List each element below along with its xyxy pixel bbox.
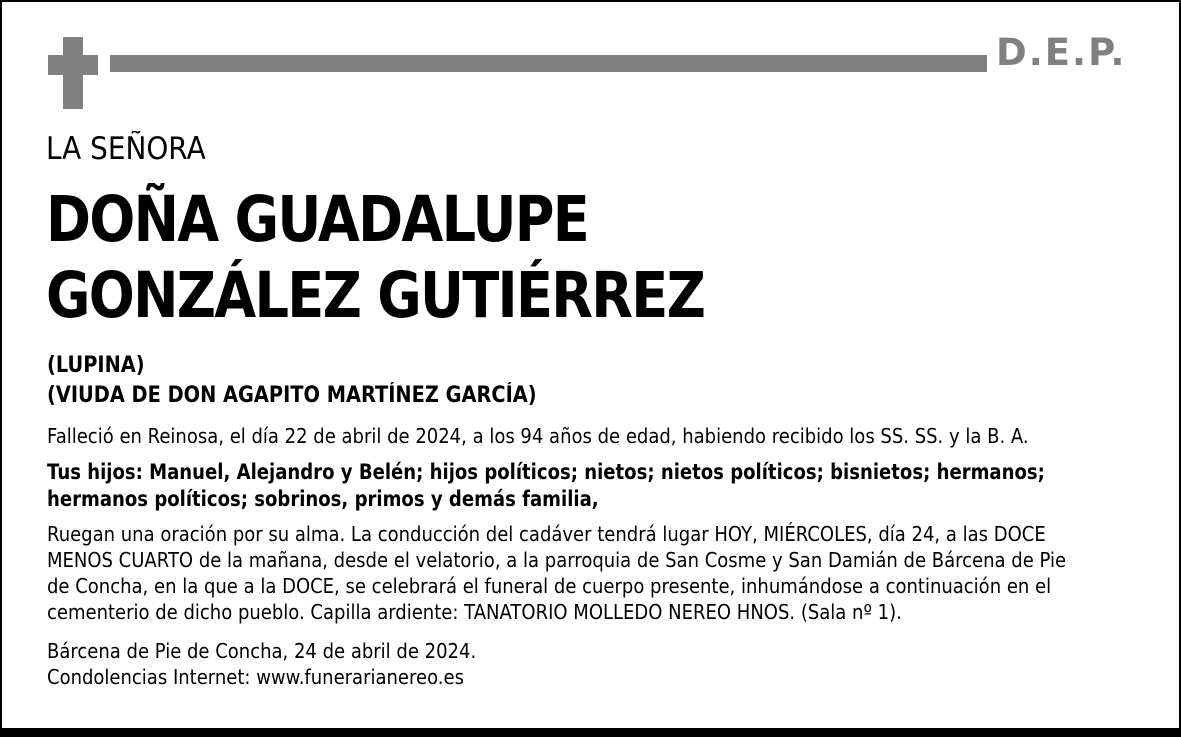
service-line: cementerio de dicho pueblo. Capilla ardiente: TANATORIO MOLLEDO NEREO HNOS. (Sala nº 1). xyxy=(47,600,902,624)
service-line: de Concha, en la que a la DOCE, se celebrará el funeral de cuerpo presente, inhumándose a continuación en el xyxy=(47,574,1052,598)
family-line: hermanos políticos; sobrinos, primos y demás familia, xyxy=(47,487,599,511)
honorific: LA SEÑORA xyxy=(46,131,206,167)
family-line: Tus hijos: Manuel, Alejandro y Belén; hijos políticos; nietos; nietos políticos; bisnietos; hermanos; xyxy=(47,460,1045,484)
service-line: Ruegan una oración por su alma. La conducción del cadáver tendrá lugar HOY, MIÉRCOLES, día 24, a las DOCE xyxy=(47,522,1046,546)
place-date: Bárcena de Pie de Concha, 24 de abril de 2024. xyxy=(47,639,477,663)
service-details xyxy=(47,521,1066,625)
service-line: MENOS CUARTO de la mañana, desde el velatorio, a la parroquia de San Cosme y San Damián de Bárcena de Pie xyxy=(47,548,1067,572)
bottom-rule xyxy=(0,728,1181,737)
family-list xyxy=(47,459,1105,513)
death-statement: Falleció en Reinosa, el día 22 de abril de 2024, a los 94 años de edad, habiendo recibido los SS. SS. y la B. A. xyxy=(47,424,1029,448)
deceased-name-line1: DOÑA GUADALUPE xyxy=(46,183,589,256)
dep-label: D.E.P. xyxy=(996,31,1127,74)
deceased-name-line2: GONZÁLEZ GUTIÉRREZ xyxy=(46,259,705,332)
alias: (LUPINA) xyxy=(47,353,145,378)
closing xyxy=(47,638,476,690)
widow-of: (VIUDA DE DON AGAPITO MARTÍNEZ GARCÍA) xyxy=(47,383,537,408)
cross-icon xyxy=(48,37,98,109)
header-rule xyxy=(110,55,987,72)
condolences-link[interactable]: Condolencias Internet: www.funerarianereo.es xyxy=(47,665,464,689)
